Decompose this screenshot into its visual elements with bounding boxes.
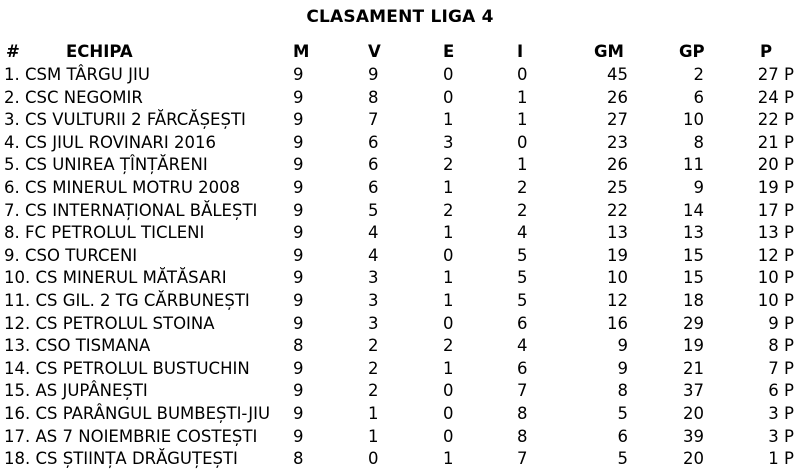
wins: 9 [368,65,379,84]
losses: 7 [517,449,528,469]
points: 21 P [757,132,794,152]
draws: 1 [443,223,454,243]
header-matches: M [293,42,310,61]
losses: 4 [517,223,528,243]
table-header [0,40,800,63]
team-name: 17. AS 7 NOIEMBRIE COSTEȘTI [4,426,258,446]
team-name: 13. CSO TISMANA [4,336,151,356]
wins: 8 [368,87,379,107]
losses: 1 [517,87,528,107]
losses: 8 [517,404,528,423]
points: 17 P [757,200,794,220]
team-name: 15. AS JUPÂNEȘTI [4,381,148,401]
points: 10 P [757,291,794,310]
matches-played: 9 [293,381,304,401]
goals-for: 25 [607,178,628,197]
team-name: 6. CS MINERUL MOTRU 2008 [4,178,241,197]
goals-against: 14 [683,200,704,220]
points: 1 P [768,449,794,469]
goals-against: 18 [683,291,704,310]
table-row [0,447,800,470]
team-name: 11. CS GIL. 2 TG CĂRBUNEȘTI [4,291,250,310]
wins: 3 [368,268,379,288]
draws: 0 [443,65,454,84]
goals-against: 20 [683,449,704,469]
draws: 0 [443,381,454,401]
wins: 3 [368,313,379,333]
team-name: 16. CS PARÂNGUL BUMBEȘTI-JIU [4,404,271,423]
points: 12 P [757,245,794,265]
team-name: 1. CSM TÂRGU JIU [4,65,150,84]
draws: 2 [443,336,454,356]
losses: 6 [517,358,528,378]
goals-for: 9 [617,336,628,356]
team-name: 18. CS ȘTIINȚA DRĂGUȚEȘTI [4,449,238,469]
header-team: ECHIPA [66,42,133,61]
draws: 1 [443,291,454,310]
header-losses: I [517,42,524,61]
team-name: 12. CS PETROLUL STOINA [4,313,215,333]
draws: 3 [443,132,454,152]
losses: 0 [517,65,528,84]
table-row [0,289,800,312]
wins: 7 [368,110,379,130]
goals-for: 26 [607,155,628,175]
draws: 1 [443,268,454,288]
matches-played: 9 [293,110,304,130]
matches-played: 9 [293,268,304,288]
matches-played: 9 [293,426,304,446]
table-row [0,266,800,289]
table-row [0,357,800,380]
goals-for: 23 [607,132,628,152]
wins: 3 [368,291,379,310]
losses: 2 [517,200,528,220]
goals-against: 11 [683,155,704,175]
points: 27 P [757,65,794,84]
losses: 4 [517,336,528,356]
points: 19 P [757,178,794,197]
wins: 6 [368,155,379,175]
wins: 4 [368,223,379,243]
team-name: 8. FC PETROLUL TICLENI [4,223,205,243]
goals-against: 19 [683,336,704,356]
goals-against: 13 [683,223,704,243]
table-row [0,379,800,402]
table-row [0,425,800,448]
matches-played: 9 [293,65,304,84]
goals-for: 19 [607,245,628,265]
losses: 5 [517,291,528,310]
points: 20 P [757,155,794,175]
table-row [0,221,800,244]
wins: 1 [368,426,379,446]
points: 8 P [768,336,794,356]
standings-title: CLASAMENT LIGA 4 [306,7,494,27]
draws: 1 [443,110,454,130]
goals-for: 9 [617,358,628,378]
team-name: 9. CSO TURCENI [4,245,138,265]
draws: 0 [443,313,454,333]
goals-for: 13 [607,223,628,243]
draws: 1 [443,358,454,378]
table-row [0,334,800,357]
team-name: 4. CS JIUL ROVINARI 2016 [4,132,216,152]
wins: 5 [368,200,379,220]
wins: 1 [368,404,379,423]
points: 6 P [768,381,794,401]
draws: 0 [443,245,454,265]
goals-for: 27 [607,110,628,130]
team-name: 7. CS INTERNAȚIONAL BĂLEȘTI [4,200,258,220]
draws: 0 [443,87,454,107]
wins: 2 [368,358,379,378]
losses: 6 [517,313,528,333]
points: 24 P [757,87,794,107]
matches-played: 9 [293,178,304,197]
points: 3 P [768,426,794,446]
matches-played: 9 [293,87,304,107]
wins: 2 [368,336,379,356]
losses: 1 [517,155,528,175]
matches-played: 8 [293,336,304,356]
team-name: 5. CS UNIREA ȚÎNȚĂRENI [4,155,208,175]
goals-against: 39 [683,426,704,446]
losses: 5 [517,245,528,265]
goals-for: 8 [617,381,628,401]
goals-for: 10 [607,268,628,288]
goals-against: 2 [693,65,704,84]
matches-played: 9 [293,245,304,265]
goals-against: 6 [693,87,704,107]
points: 13 P [757,223,794,243]
matches-played: 9 [293,404,304,423]
table-row [0,312,800,335]
table-row [0,131,800,154]
header-rank: # [6,42,20,61]
losses: 1 [517,110,528,130]
matches-played: 9 [293,313,304,333]
goals-for: 5 [617,404,628,423]
goals-for: 16 [607,313,628,333]
wins: 6 [368,178,379,197]
table-row [0,153,800,176]
draws: 1 [443,178,454,197]
goals-against: 8 [693,132,704,152]
wins: 4 [368,245,379,265]
losses: 5 [517,268,528,288]
matches-played: 9 [293,155,304,175]
matches-played: 9 [293,223,304,243]
goals-for: 26 [607,87,628,107]
team-name: 3. CS VULTURII 2 FĂRCĂȘEȘTI [4,110,246,130]
goals-against: 15 [683,268,704,288]
losses: 2 [517,178,528,197]
goals-for: 22 [607,200,628,220]
table-row [0,176,800,199]
goals-for: 6 [617,426,628,446]
matches-played: 9 [293,200,304,220]
table-row [0,402,800,425]
goals-against: 9 [693,178,704,197]
losses: 7 [517,381,528,401]
table-row [0,86,800,109]
matches-played: 9 [293,291,304,310]
header-points: P [760,42,773,61]
losses: 0 [517,132,528,152]
goals-against: 15 [683,245,704,265]
points: 9 P [768,313,794,333]
matches-played: 9 [293,132,304,152]
goals-against: 20 [683,404,704,423]
goals-against: 10 [683,110,704,130]
wins: 0 [368,449,379,469]
team-name: 10. CS MINERUL MĂTĂSARI [4,268,227,288]
header-draws: E [443,42,455,61]
table-row [0,244,800,267]
team-name: 14. CS PETROLUL BUSTUCHIN [4,358,250,378]
wins: 2 [368,381,379,401]
goals-for: 12 [607,291,628,310]
draws: 2 [443,155,454,175]
draws: 0 [443,404,454,423]
team-name: 2. CSC NEGOMIR [4,87,143,107]
matches-played: 9 [293,358,304,378]
table-row [0,199,800,222]
goals-for: 5 [617,449,628,469]
table-row [0,63,800,86]
losses: 8 [517,426,528,446]
matches-played: 8 [293,449,304,469]
wins: 6 [368,132,379,152]
points: 3 P [768,404,794,423]
goals-against: 21 [683,358,704,378]
goals-against: 37 [683,381,704,401]
header-goals-for: GM [594,42,624,61]
header-wins: V [368,42,381,61]
points: 22 P [757,110,794,130]
header-goals-against: GP [679,42,705,61]
goals-for: 45 [607,65,628,84]
table-row [0,108,800,131]
draws: 2 [443,200,454,220]
points: 10 P [757,268,794,288]
points: 7 P [768,358,794,378]
draws: 1 [443,449,454,469]
draws: 0 [443,426,454,446]
goals-against: 29 [683,313,704,333]
